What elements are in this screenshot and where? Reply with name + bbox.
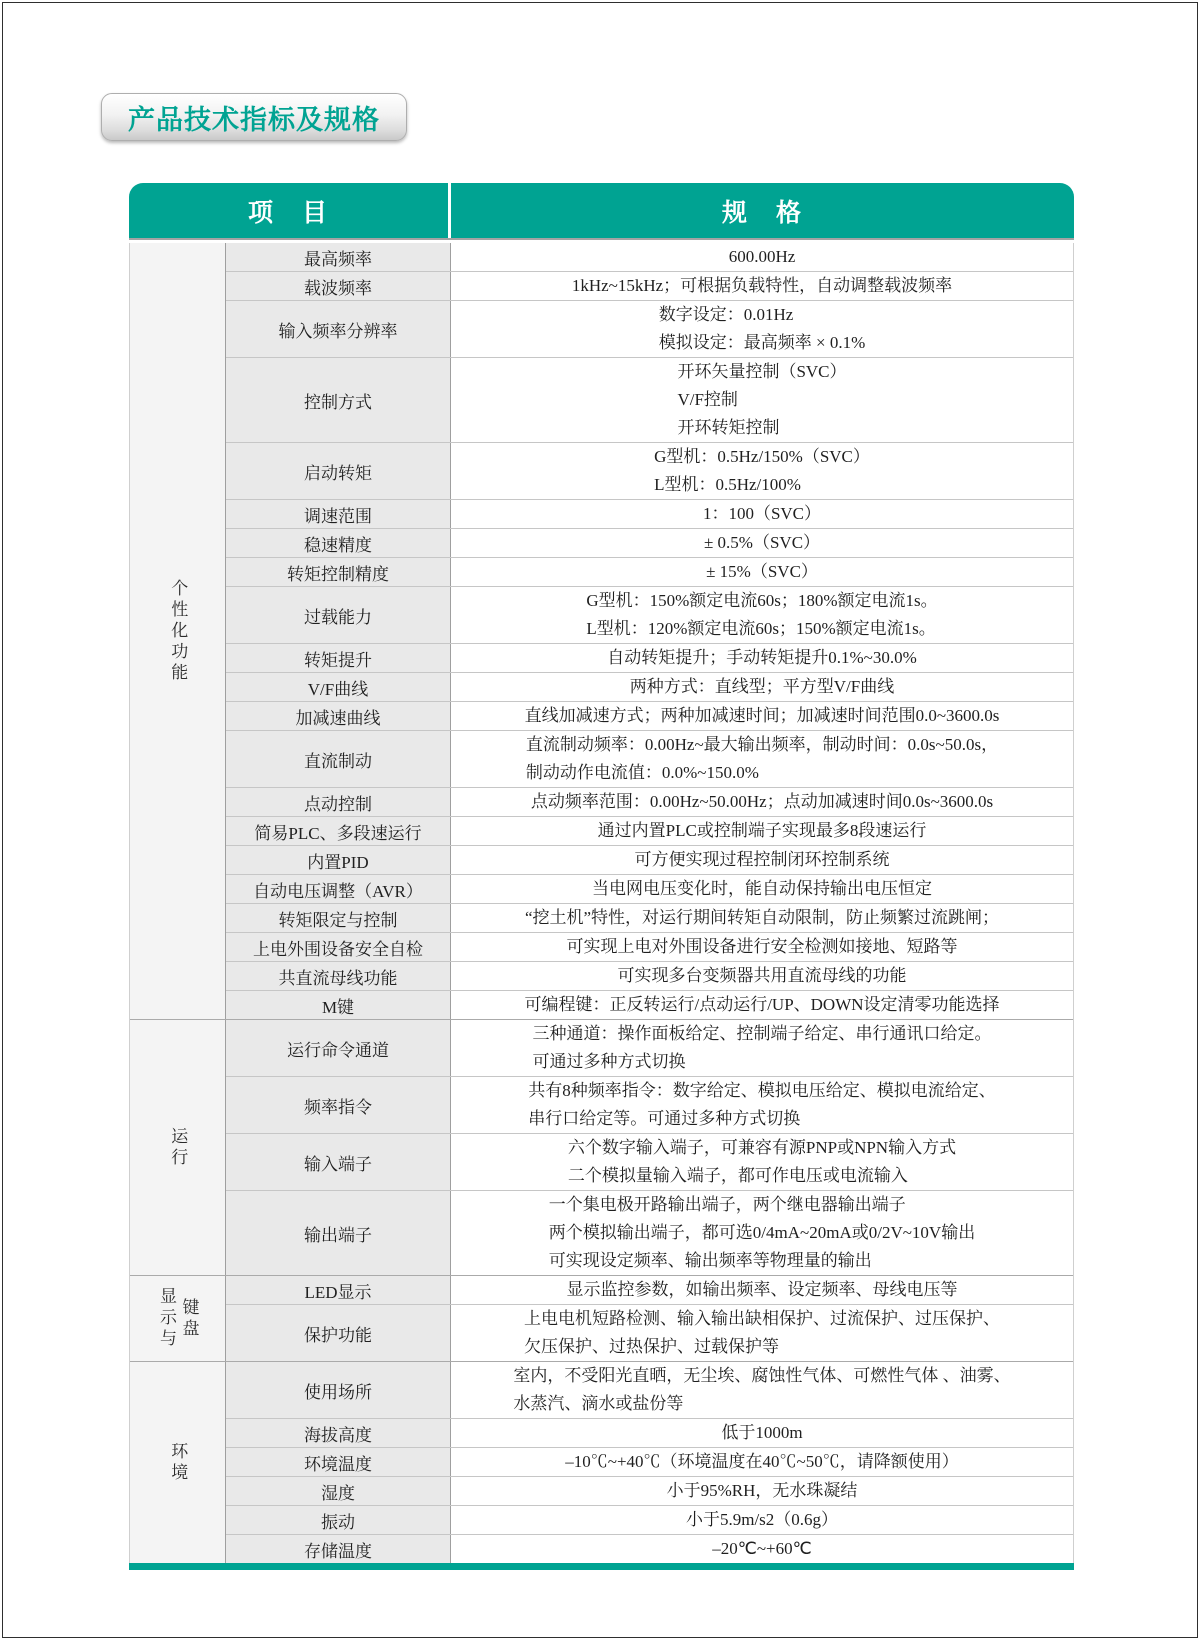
spec-line: G型机：150%额定电流60s；180%额定电流1s。 (586, 591, 938, 610)
row-spec-value (451, 1191, 1073, 1275)
row-item-label: 输入端子 (226, 1134, 451, 1190)
row-spec-value (451, 991, 1073, 1019)
row-item-label: 使用场所 (226, 1362, 451, 1418)
row-spec-value (451, 702, 1073, 730)
spec-line: G型机：0.5Hz/150%（SVC） (654, 447, 870, 466)
row-spec-value (451, 846, 1073, 874)
spec-text-block (706, 558, 818, 586)
row-spec-value (451, 301, 1073, 357)
row-item-label: 内置PID (226, 846, 451, 874)
spec-line: –20℃~+60℃ (712, 1539, 812, 1558)
spec-section (130, 1362, 1073, 1563)
spec-line: 室内，不受阳光直晒，无尘埃、腐蚀性气体、可燃性气体 、油雾、 (513, 1366, 1011, 1385)
spec-line: “挖土机”特性，对运行期间转矩自动限制，防止频繁过流跳闸； (524, 908, 1000, 927)
row-spec-value (451, 529, 1073, 557)
row-item-label: 输出端子 (226, 1191, 451, 1275)
spec-text-block (528, 1077, 996, 1133)
row-item-label: 转矩提升 (226, 644, 451, 672)
row-item-label: M键 (226, 991, 451, 1019)
row-spec-value (451, 1276, 1073, 1304)
row-spec-value (451, 358, 1073, 442)
table-row (226, 243, 1073, 272)
spec-line: 600.00Hz (728, 247, 796, 266)
table-row (226, 933, 1073, 962)
table-row (226, 358, 1073, 443)
spec-text-block (533, 1020, 992, 1076)
row-spec-value (451, 817, 1073, 845)
row-item-label: 转矩限定与控制 (226, 904, 451, 932)
spec-text-block (721, 1419, 802, 1447)
spec-line: 小于95%RH，无水珠凝结 (666, 1481, 858, 1500)
spec-text-block (677, 358, 846, 442)
row-spec-value (451, 1362, 1073, 1418)
row-spec-value (451, 1134, 1073, 1190)
row-spec-value (451, 1419, 1073, 1447)
row-spec-value (451, 1020, 1073, 1076)
row-item-label: 调速范围 (226, 500, 451, 528)
row-spec-value (451, 1535, 1073, 1563)
page-title-badge (101, 93, 407, 141)
category-cell (130, 243, 226, 1019)
row-spec-value (451, 788, 1073, 816)
spec-line: L型机：120%额定电流60s；150%额定电流1s。 (586, 619, 936, 638)
table-row (226, 1276, 1073, 1305)
table-row (226, 817, 1073, 846)
row-spec-value (451, 1305, 1073, 1361)
spec-text-block (686, 1506, 838, 1534)
category-label: 个性化功能 (168, 578, 188, 684)
spec-line: 一个集电极开路输出端子，两个继电器输出端子 (548, 1195, 906, 1214)
spec-line: 自动转矩提升；手动转矩提升0.1%~30.0% (607, 648, 917, 667)
table-row (226, 1020, 1073, 1077)
spec-line: 点动频率范围：0.00Hz~50.00Hz；点动加减速时间0.0s~3600.0s (530, 792, 994, 811)
spec-section (130, 1020, 1073, 1276)
category-cell (130, 1276, 226, 1361)
table-row (226, 529, 1073, 558)
row-item-label: 共直流母线功能 (226, 962, 451, 990)
spec-line: ± 0.5%（SVC） (703, 533, 821, 552)
spec-text-block (565, 1448, 958, 1476)
row-item-label: V/F曲线 (226, 673, 451, 701)
spec-text-block (567, 1276, 958, 1304)
spec-line: 小于5.9m/s2（0.6g） (685, 1510, 839, 1529)
row-spec-value (451, 587, 1073, 643)
spec-text-block (513, 1362, 1010, 1418)
table-header-row (129, 183, 1074, 240)
row-item-label: LED显示 (226, 1276, 451, 1304)
spec-text-block (567, 933, 958, 961)
spec-line: 串行口给定等。可通过多种方式切换 (528, 1109, 801, 1128)
row-spec-value (451, 644, 1073, 672)
spec-text-block (592, 875, 932, 903)
table-row (226, 673, 1073, 702)
row-item-label: 运行命令通道 (226, 1020, 451, 1076)
row-item-label: 加减速曲线 (226, 702, 451, 730)
table-row (226, 1305, 1073, 1361)
spec-text-block (531, 788, 993, 816)
row-item-label: 频率指令 (226, 1077, 451, 1133)
table-row (226, 904, 1073, 933)
section-rows (226, 1362, 1073, 1563)
spec-text-block (704, 529, 820, 557)
table-row (226, 558, 1073, 587)
spec-line: 开环转矩控制 (677, 418, 780, 437)
spec-text-block (526, 731, 998, 787)
table-row (226, 962, 1073, 991)
spec-line: 数字设定：0.01Hz (658, 305, 794, 324)
spec-text-block (568, 1134, 956, 1190)
spec-text-block (525, 702, 1000, 730)
section-rows (226, 243, 1073, 1019)
category-cell (130, 1020, 226, 1275)
spec-line: 可通过多种方式切换 (532, 1052, 686, 1071)
spec-text-block (635, 846, 890, 874)
spec-line: 通过内置PLC或控制端子实现最多8段速运行 (597, 821, 927, 840)
spec-line: L型机：0.5Hz/100% (654, 475, 801, 494)
spec-line: ± 15%（SVC） (706, 562, 818, 581)
page (2, 2, 1198, 1638)
row-spec-value (451, 731, 1073, 787)
spec-section (130, 243, 1073, 1020)
category-cell (130, 1362, 226, 1563)
spec-line: 模拟设定：最高频率 × 0.1% (658, 333, 866, 352)
column-header-item: 项 目 (129, 183, 448, 238)
table-row (226, 587, 1073, 644)
spec-line: 可编程键：正反转运行/点动运行/UP、DOWN设定清零功能选择 (524, 995, 1000, 1014)
spec-line: 可实现设定频率、输出频率等物理量的输出 (548, 1251, 872, 1270)
row-spec-value (451, 1448, 1073, 1476)
table-row (226, 1535, 1073, 1563)
spec-table (129, 183, 1074, 1570)
row-item-label: 载波频率 (226, 272, 451, 300)
row-spec-value (451, 1077, 1073, 1133)
spec-text-block (703, 500, 821, 528)
row-item-label: 自动电压调整（AVR） (226, 875, 451, 903)
spec-line: 可方便实现过程控制闭环控制系统 (634, 850, 890, 869)
spec-line: 1kHz~15kHz；可根据负载特性，自动调整载波频率 (571, 276, 953, 295)
spec-line: 可实现多台变频器共用直流母线的功能 (617, 966, 907, 985)
spec-line: –10℃~+40℃（环境温度在40℃~50℃，请降额使用） (565, 1452, 959, 1471)
row-item-label: 上电外围设备安全自检 (226, 933, 451, 961)
row-item-label: 输入频率分辨率 (226, 301, 451, 357)
row-item-label: 湿度 (226, 1477, 451, 1505)
table-row (226, 1134, 1073, 1191)
row-spec-value (451, 272, 1073, 300)
table-row (226, 500, 1073, 529)
table-row (226, 1419, 1073, 1448)
category-label: 显示与 (157, 1287, 176, 1350)
category-label: 环境 (168, 1441, 188, 1484)
spec-text-block (549, 1191, 975, 1275)
row-spec-value (451, 1506, 1073, 1534)
row-item-label: 振动 (226, 1506, 451, 1534)
table-row (226, 1191, 1073, 1275)
spec-line: 当电网电压变化时，能自动保持输出电压恒定 (592, 879, 932, 898)
table-row (226, 1077, 1073, 1134)
table-row (226, 644, 1073, 673)
spec-line: 水蒸汽、滴水或盐份等 (513, 1394, 684, 1413)
row-item-label: 启动转矩 (226, 443, 451, 499)
table-row (226, 272, 1073, 301)
page-title: 产品技术指标及规格 (128, 104, 380, 135)
row-item-label: 点动控制 (226, 788, 451, 816)
spec-text-block (586, 587, 937, 643)
spec-line: 上电电机短路检测、输入输出缺相保护、过流保护、过压保护、 (524, 1309, 1000, 1328)
table-body (129, 243, 1074, 1563)
table-row (226, 731, 1073, 788)
spec-text-block (659, 301, 866, 357)
category-label: 运行 (168, 1126, 188, 1169)
row-item-label: 海拔高度 (226, 1419, 451, 1447)
row-item-label: 过载能力 (226, 587, 451, 643)
section-rows (226, 1276, 1073, 1361)
table-footer-accent-bar (129, 1563, 1074, 1570)
spec-line: 三种通道：操作面板给定、控制端子给定、串行通讯口给定。 (532, 1024, 992, 1043)
table-row (226, 443, 1073, 500)
spec-text-block (630, 673, 894, 701)
spec-line: V/F控制 (677, 390, 738, 409)
table-row (226, 788, 1073, 817)
row-spec-value (451, 933, 1073, 961)
row-item-label: 环境温度 (226, 1448, 451, 1476)
spec-line: 两个模拟输出端子，都可选0/4mA~20mA或0/2V~10V输出 (548, 1223, 976, 1242)
row-item-label: 控制方式 (226, 358, 451, 442)
row-spec-value (451, 443, 1073, 499)
section-rows (226, 1020, 1073, 1275)
spec-line: 两种方式：直线型；平方型V/F曲线 (629, 677, 895, 696)
spec-text-block (525, 904, 999, 932)
row-item-label: 简易PLC、多段速运行 (226, 817, 451, 845)
row-spec-value (451, 500, 1073, 528)
row-spec-value (451, 962, 1073, 990)
spec-line: 六个数字输入端子，可兼容有源PNP或NPN输入方式 (567, 1138, 957, 1157)
spec-text-block (618, 962, 907, 990)
row-item-label: 转矩控制精度 (226, 558, 451, 586)
spec-line: 二个模拟量输入端子，都可作电压或电流输入 (567, 1166, 908, 1185)
spec-line: 直流制动频率：0.00Hz~最大输出频率，制动时间：0.0s~50.0s， (525, 735, 999, 754)
table-row (226, 991, 1073, 1019)
spec-text-block (654, 443, 870, 499)
table-row (226, 875, 1073, 904)
spec-text-block (524, 1305, 1000, 1361)
table-row (226, 702, 1073, 731)
spec-line: 直线加减速方式；两种加减速时间；加减速时间范围0.0~3600.0s (524, 706, 1000, 725)
row-item-label: 存储温度 (226, 1535, 451, 1563)
spec-text-block (572, 272, 952, 300)
table-row (226, 1506, 1073, 1535)
row-spec-value (451, 243, 1073, 271)
spec-line: 欠压保护、过热保护、过载保护等 (524, 1337, 779, 1356)
row-spec-value (451, 904, 1073, 932)
spec-text-block (607, 644, 917, 672)
row-item-label: 稳速精度 (226, 529, 451, 557)
column-header-spec: 规 格 (451, 183, 1074, 238)
spec-text-block (598, 817, 927, 845)
spec-text-block (667, 1477, 858, 1505)
row-spec-value (451, 875, 1073, 903)
row-spec-value (451, 558, 1073, 586)
row-spec-value (451, 1477, 1073, 1505)
spec-line: 低于1000m (721, 1423, 803, 1442)
spec-section (130, 1276, 1073, 1362)
spec-line: 1：100（SVC） (702, 504, 822, 523)
table-row (226, 301, 1073, 358)
row-item-label: 直流制动 (226, 731, 451, 787)
table-row (226, 846, 1073, 875)
spec-text-block (712, 1535, 811, 1563)
spec-line: 制动动作电流值：0.0%~150.0% (525, 763, 759, 782)
spec-line: 显示监控参数，如输出频率、设定频率、母线电压等 (566, 1280, 958, 1299)
table-row (226, 1448, 1073, 1477)
table-row (226, 1477, 1073, 1506)
category-label: 键盘 (179, 1297, 199, 1340)
spec-line: 可实现上电对外围设备进行安全检测如接地、短路等 (566, 937, 958, 956)
spec-line: 共有8种频率指令：数字给定、模拟电压给定、模拟电流给定、 (528, 1081, 996, 1100)
row-item-label: 保护功能 (226, 1305, 451, 1361)
spec-text-block (729, 243, 796, 271)
spec-text-block (524, 991, 999, 1019)
spec-line: 开环矢量控制（SVC） (677, 362, 847, 381)
row-spec-value (451, 673, 1073, 701)
row-item-label: 最高频率 (226, 243, 451, 271)
table-row (226, 1362, 1073, 1419)
